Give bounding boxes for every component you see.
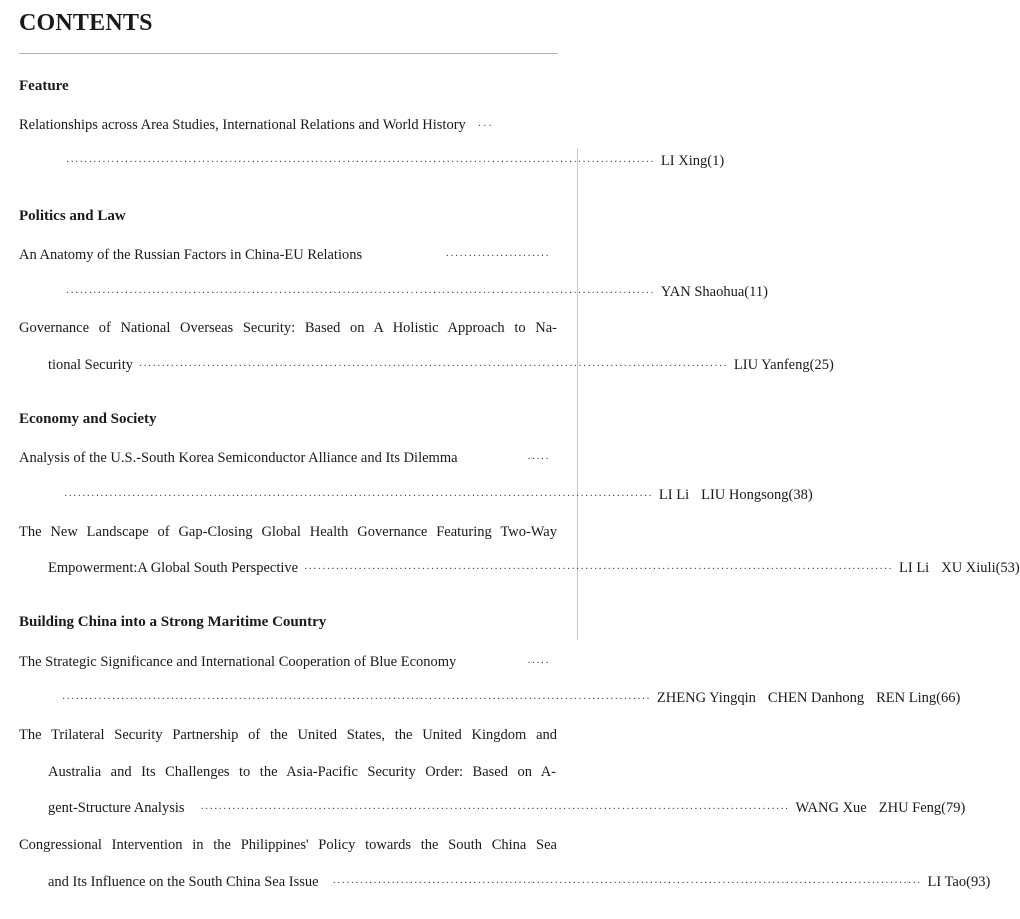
toc-entry-line (19, 653, 550, 673)
toc-entry-author-line (58, 486, 813, 506)
dot-leader: ······················· (445, 251, 550, 262)
author-name: LI Li (658, 487, 690, 503)
entry-title-continued: tional Security (48, 357, 133, 373)
page-number: (53) (995, 560, 1020, 576)
dot-leader: ··· (477, 121, 494, 132)
page-number: (11) (744, 284, 768, 300)
page-number: (1) (707, 153, 725, 169)
section-heading-feature: Feature (19, 78, 69, 94)
section-heading-politics-and-law: Politics and Law (19, 208, 126, 224)
entry-authors (659, 486, 813, 504)
entry-title: An Anatomy of the Russian Factors in China-EU Relations (19, 247, 363, 263)
entry-authors (661, 283, 768, 301)
author-name: XU Xiuli (941, 560, 996, 576)
entry-title-continued: and Its Influence on the South China Sea Issue (48, 874, 319, 890)
page-number: (25) (809, 357, 834, 373)
entry-authors (657, 689, 960, 707)
author-name: LI Xing (660, 153, 708, 169)
dot-leader: ·································································································································· (138, 361, 728, 372)
dot-leader: ·································································································································· (64, 491, 653, 502)
dot-leader: ·································································································································· (62, 694, 651, 705)
dot-leader: ····· (527, 454, 550, 465)
toc-entry-author-line (48, 356, 834, 376)
page-number: (38) (788, 487, 813, 503)
author-name: YAN Shaohua (660, 284, 745, 300)
author-name: LIU Hongsong (701, 487, 789, 503)
entry-authors (661, 152, 724, 170)
author-name: ZHENG Yingqin (656, 690, 756, 706)
entry-title-continued: gent-Structure Analysis (48, 800, 185, 816)
toc-entry-author-line (60, 283, 768, 303)
dot-leader: ·································································································································· (66, 288, 655, 299)
entry-title-continued: Australia and Its Challenges to the Asia-Pacific Security Order: Based on A- (48, 764, 556, 780)
toc-entry-author-line (48, 559, 1020, 579)
toc-entry-line (19, 449, 550, 469)
entry-title: Congressional Intervention in the Philippines' Policy towards the South China Sea (19, 837, 557, 853)
author-name: LIU Yanfeng (733, 357, 810, 373)
entry-title: Relationships across Area Studies, International Relations and World History (19, 117, 466, 133)
section-heading-economy-and-society: Economy and Society (19, 411, 157, 427)
toc-entry-line (19, 116, 550, 136)
author-name: LI Tao (927, 874, 967, 890)
toc-entry-author-line (48, 799, 966, 819)
entry-title: The Trilateral Security Partnership of the United States, the United Kingdom and (19, 727, 557, 743)
entry-title: The Strategic Significance and International Cooperation of Blue Economy (19, 654, 457, 670)
dot-leader: ·································································································································· (66, 157, 655, 168)
toc-entry-author-line (60, 152, 725, 172)
entry-title: Analysis of the U.S.-South Korea Semiconductor Alliance and Its Dilemma (19, 450, 458, 466)
page-number: (93) (966, 874, 991, 890)
entry-authors (734, 356, 834, 374)
entry-title: The New Landscape of Gap-Closing Global Health Governance Featuring Two-Way (19, 524, 557, 540)
entry-authors (795, 799, 965, 817)
toc-entry-author-line (48, 873, 991, 893)
author-name: LI Li (899, 560, 930, 576)
section-heading-maritime-country: Building China into a Strong Maritime Country (19, 614, 327, 630)
author-name: WANG Xue (795, 800, 867, 816)
dot-leader: ····· (527, 658, 550, 669)
author-name: ZHU Feng (878, 800, 942, 816)
page-number: (66) (936, 690, 961, 706)
entry-title: Governance of National Overseas Security: Based on A Holistic Approach to Na- (19, 320, 557, 336)
author-name: REN Ling (876, 690, 937, 706)
page-number: (79) (941, 800, 966, 816)
entry-authors (928, 873, 991, 891)
author-name: CHEN Danhong (767, 690, 865, 706)
dot-leader: ·································································································································· (200, 804, 790, 815)
toc-entry-line (19, 246, 550, 266)
dot-leader: ·································································································································· (304, 564, 894, 575)
entry-authors (899, 559, 1020, 577)
entry-title-continued: Empowerment:A Global South Perspective (48, 560, 299, 576)
page-title: CONTENTS (19, 10, 153, 36)
title-divider (19, 53, 558, 54)
toc-entry-author-line (56, 689, 961, 709)
dot-leader: ·································································································································· (332, 878, 922, 889)
